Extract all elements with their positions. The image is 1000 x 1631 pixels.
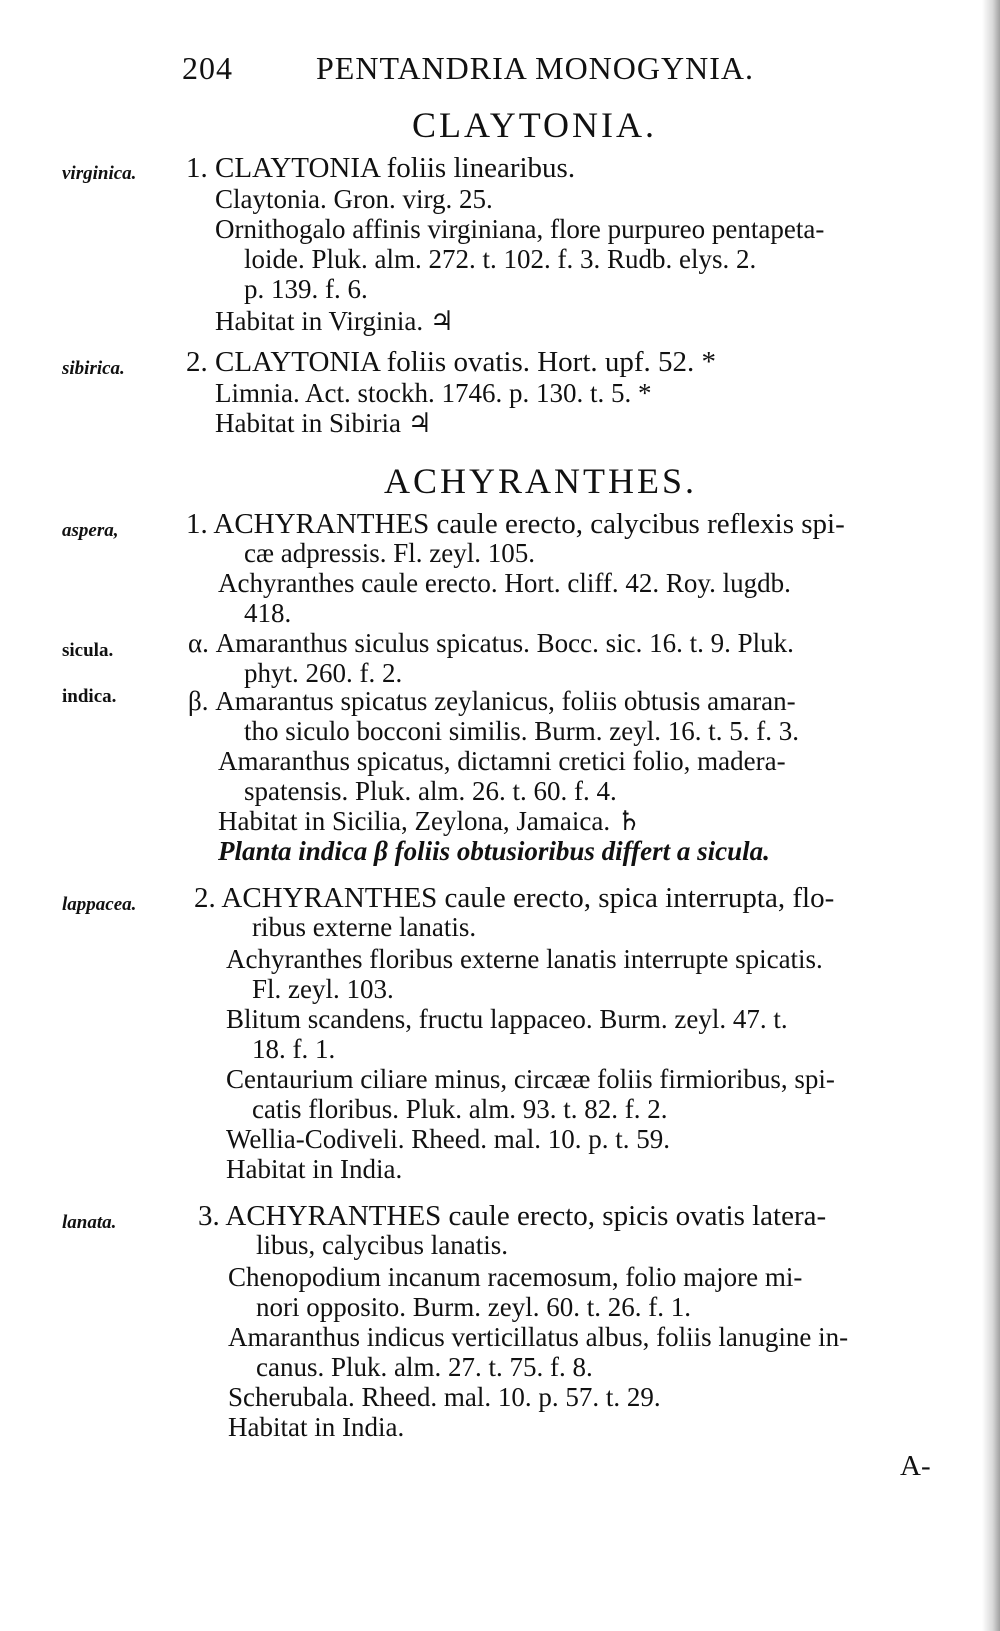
variety-line-cont: phyt. 260. f. 2. — [244, 658, 403, 688]
page-number: 204 — [182, 50, 233, 86]
species-line-cont: ribus externe lanatis. — [252, 912, 477, 942]
synonym-line: loide. Pluk. alm. 272. t. 102. f. 3. Rudb. elys. 2. — [244, 244, 757, 274]
margin-note-indica: indica. — [62, 686, 117, 707]
variety-line-cont: tho siculo bocconi similis. Burm. zeyl. 16. t. 5. f. 3. — [244, 716, 799, 746]
genus-heading-achyranthes: ACHYRANTHES. — [384, 461, 698, 501]
species-line: 2. ACHYRANTHES caule erecto, spica interrupta, flo- — [194, 882, 835, 914]
synonym-line: canus. Pluk. alm. 27. t. 75. f. 8. — [256, 1352, 593, 1382]
variety-line: α. Amaranthus siculus spicatus. Bocc. sic. 16. t. 9. Pluk. — [188, 628, 794, 658]
species-line: 3. ACHYRANTHES caule erecto, spicis ovatis latera- — [198, 1200, 827, 1232]
synonym-line: Scherubala. Rheed. mal. 10. p. 57. t. 29. — [228, 1382, 661, 1412]
catchword: A- — [900, 1450, 931, 1482]
synonym-line: Achyranthes caule erecto. Hort. cliff. 42. Roy. lugdb. — [218, 568, 791, 598]
synonym-line: nori opposito. Burm. zeyl. 60. t. 26. f. 1. — [256, 1292, 691, 1322]
note-line: Planta indica β foliis obtusioribus differt a sicula. — [218, 836, 770, 866]
synonym-line: spatensis. Pluk. alm. 26. t. 60. f. 4. — [244, 776, 617, 806]
margin-note-sibirica: sibirica. — [62, 358, 125, 379]
margin-note-virginica: virginica. — [62, 163, 137, 184]
synonym-line: Claytonia. Gron. virg. 25. — [215, 184, 493, 214]
synonym-line: catis floribus. Pluk. alm. 93. t. 82. f. 2. — [252, 1094, 668, 1124]
species-line: 2. CLAYTONIA foliis ovatis. Hort. upf. 52. * — [186, 346, 717, 378]
synonym-line: Centaurium ciliare minus, circææ foliis firmioribus, spi- — [226, 1064, 835, 1094]
synonym-line: 418. — [244, 598, 292, 628]
species-line: 1. ACHYRANTHES caule erecto, calycibus reflexis spi- — [186, 508, 845, 540]
margin-note-sicula: sicula. — [62, 640, 114, 661]
habitat-line: Habitat in Sicilia, Zeylona, Jamaica. ♄ — [218, 806, 642, 836]
habitat-line: Habitat in Sibiria ♃ — [215, 408, 432, 438]
species-line-cont: libus, calycibus lanatis. — [256, 1230, 508, 1260]
habitat-line: Habitat in India. — [226, 1154, 403, 1184]
genus-heading-claytonia: CLAYTONIA. — [412, 105, 658, 145]
synonym-line: Amaranthus indicus verticillatus albus, foliis lanugine in- — [228, 1322, 849, 1352]
margin-note-lanata: lanata. — [62, 1212, 117, 1233]
synonym-line: Blitum scandens, fructu lappaceo. Burm. zeyl. 47. t. — [226, 1004, 788, 1034]
habitat-line: Habitat in Virginia. ♃ — [215, 306, 455, 336]
synonym-line: Fl. zeyl. 103. — [252, 974, 394, 1004]
synonym-line: 18. f. 1. — [252, 1034, 336, 1064]
synonym-line: Achyranthes floribus externe lanatis interrupte spicatis. — [226, 944, 823, 974]
margin-note-lappacea: lappacea. — [62, 894, 137, 915]
habitat-line: Habitat in India. — [228, 1412, 405, 1442]
synonym-line: Chenopodium incanum racemosum, folio majore mi- — [228, 1262, 803, 1292]
synonym-line: Wellia-Codiveli. Rheed. mal. 10. p. t. 59. — [226, 1124, 670, 1154]
synonym-line: Limnia. Act. stockh. 1746. p. 130. t. 5. * — [215, 378, 652, 408]
species-line-cont: cæ adpressis. Fl. zeyl. 105. — [244, 538, 535, 568]
margin-note-aspera: aspera, — [62, 520, 119, 541]
running-title: PENTANDRIA MONOGYNIA. — [316, 50, 754, 86]
species-line: 1. CLAYTONIA foliis linearibus. — [186, 152, 576, 184]
synonym-line: p. 139. f. 6. — [244, 274, 368, 304]
synonym-line: Ornithogalo affinis virginiana, flore purpureo pentapeta- — [215, 214, 825, 244]
synonym-line: Amaranthus spicatus, dictamni cretici folio, madera- — [218, 746, 786, 776]
variety-line: β. Amarantus spicatus zeylanicus, foliis obtusis amaran- — [188, 686, 796, 716]
page-edge-shadow — [982, 0, 1000, 1631]
